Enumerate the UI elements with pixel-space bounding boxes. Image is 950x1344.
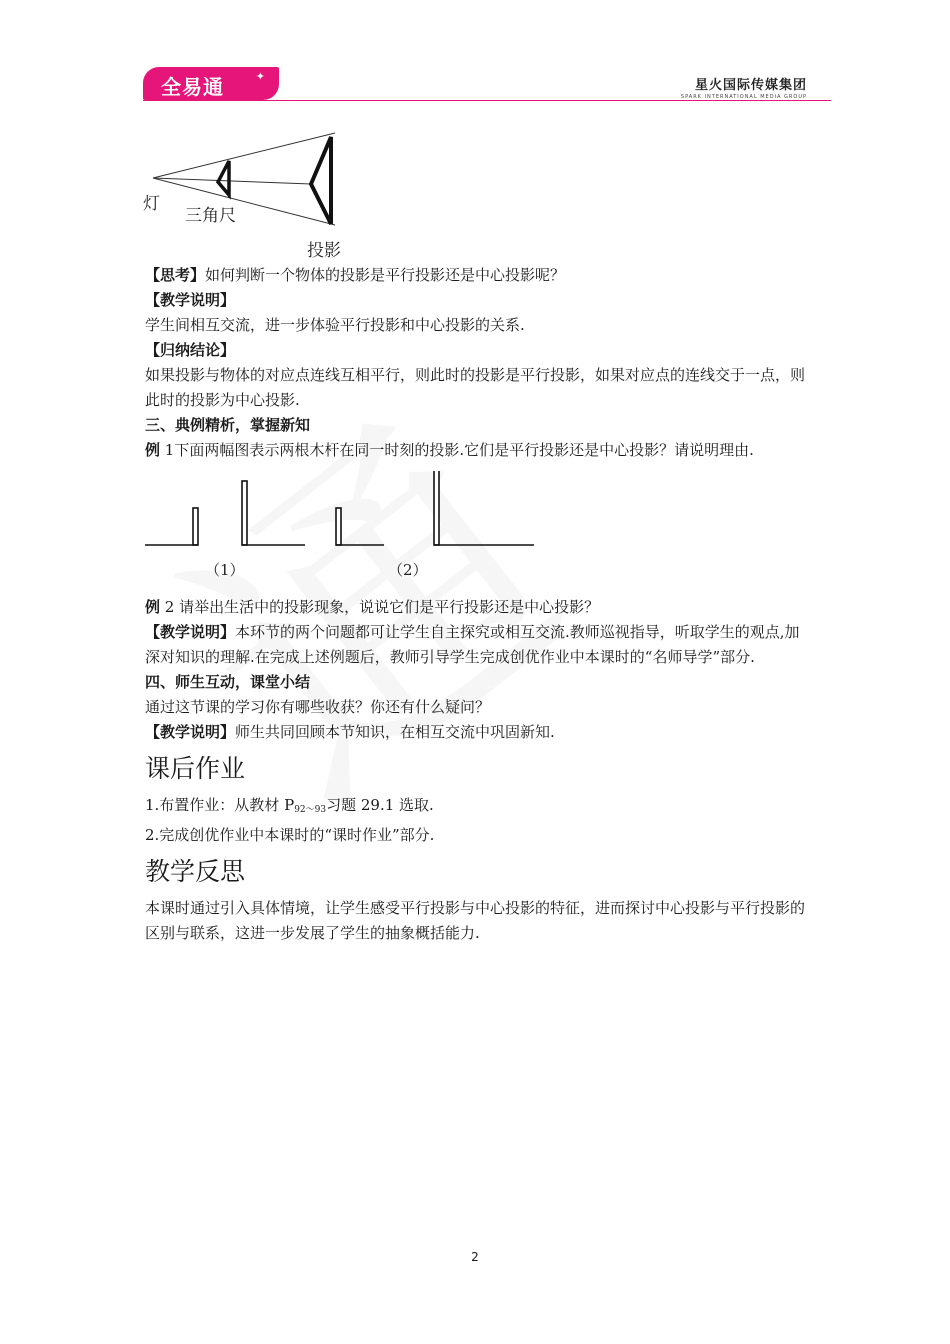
caption-2: （2） xyxy=(388,561,428,579)
pole-1b xyxy=(242,481,247,545)
note2-text: 本环节的两个问题都可让学生自主探究或相互交流.教师巡视指导，听取学生的观点,加深对知识的理解.在完成上述例题后，教师引导学生完成创优作业中本课时的“名师导学”部分. xyxy=(145,623,800,666)
example1-text: 下面两幅图表示两根木杆在同一时刻的投影.它们是平行投影还是中心投影？请说明理由. xyxy=(174,441,754,459)
note2-tag: 【教学说明】 xyxy=(145,623,236,641)
brand-block xyxy=(681,74,807,100)
brand-name: 星火国际传媒集团 xyxy=(694,78,807,93)
homework-item-1-post: 习题 29.1 选取. xyxy=(326,796,434,814)
brand-name-en: SPARK INTERNATIONAL MEDIA GROUP xyxy=(680,94,807,100)
poles-shadow-figure xyxy=(145,471,545,589)
reflection-text: 本课时通过引入具体情境，让学生感受平行投影与中心投影的特征，进而探讨中心投影与平行投影的区别与联系，这进一步发展了学生的抽象概括能力. xyxy=(145,899,806,942)
pole-2b xyxy=(434,471,439,545)
lamp-label: 灯 xyxy=(143,194,160,214)
note3-paragraph xyxy=(145,720,809,745)
example1-num: 1 xyxy=(164,441,175,459)
light-ray-top xyxy=(153,133,335,178)
example2-label: 例 xyxy=(145,598,161,616)
note2-paragraph xyxy=(145,620,809,670)
reflection-title: 教学反思 xyxy=(145,857,246,886)
summary-text: 通过这节课的学习你有哪些收获？你还有什么疑问？ xyxy=(145,698,491,716)
homework-item-1-pages: 92～93 xyxy=(294,805,327,815)
header-divider xyxy=(143,100,831,101)
example2-paragraph xyxy=(145,595,809,620)
think-paragraph xyxy=(145,263,809,288)
page-header xyxy=(0,0,950,110)
think-tag: 【思考】 xyxy=(145,266,206,284)
section-3-heading: 三、典例精析，掌握新知 xyxy=(145,416,311,434)
homework-title: 课后作业 xyxy=(145,754,246,783)
homework-item-1 xyxy=(145,793,809,823)
document-body xyxy=(145,125,809,946)
light-ray-bottom xyxy=(153,178,335,225)
homework-item-2: 2.完成创优作业中本课时的“课时作业”部分. xyxy=(145,826,435,844)
set-square-shape xyxy=(218,161,229,195)
note3-tag: 【教学说明】 xyxy=(145,723,236,741)
projection-label: 投影 xyxy=(307,241,341,261)
pole-1a xyxy=(193,508,198,545)
example1-label: 例 xyxy=(145,441,161,459)
think-text: 如何判断一个物体的投影是平行投影还是中心投影呢？ xyxy=(205,266,566,284)
example1-paragraph xyxy=(145,438,809,463)
publisher-logo xyxy=(143,67,279,100)
example2-num: 2 xyxy=(164,598,175,616)
homework-item-1-pre: 1.布置作业：从教材 P xyxy=(145,796,295,814)
sparkle-icon: ✦ xyxy=(255,70,265,83)
page-number: 2 xyxy=(471,1250,479,1264)
conclusion-text: 如果投影与物体的对应点连线互相平行，则此时的投影是平行投影，如果对应点的连线交于一点，则此时的投影为中心投影. xyxy=(145,366,806,409)
caption-1: （1） xyxy=(205,561,245,579)
conclusion-tag: 【归纳结论】 xyxy=(145,341,236,359)
note3-text: 师生共同回顾本节知识，在相互交流中巩固新知. xyxy=(235,723,555,741)
triangle-label: 三角尺 xyxy=(185,206,236,226)
logo-text: 全易通 xyxy=(161,75,224,99)
projection-shape xyxy=(311,137,331,224)
example2-text: 请举出生活中的投影现象，说说它们是平行投影还是中心投影？ xyxy=(174,598,600,616)
light-ray-middle xyxy=(153,178,311,184)
central-projection-figure xyxy=(143,125,373,263)
note1-tag: 【教学说明】 xyxy=(145,291,236,309)
section-4-heading: 四、师生互动，课堂小结 xyxy=(145,673,311,691)
pole-2a xyxy=(336,508,341,545)
note1-text: 学生间相互交流，进一步体验平行投影和中心投影的关系. xyxy=(145,316,525,334)
